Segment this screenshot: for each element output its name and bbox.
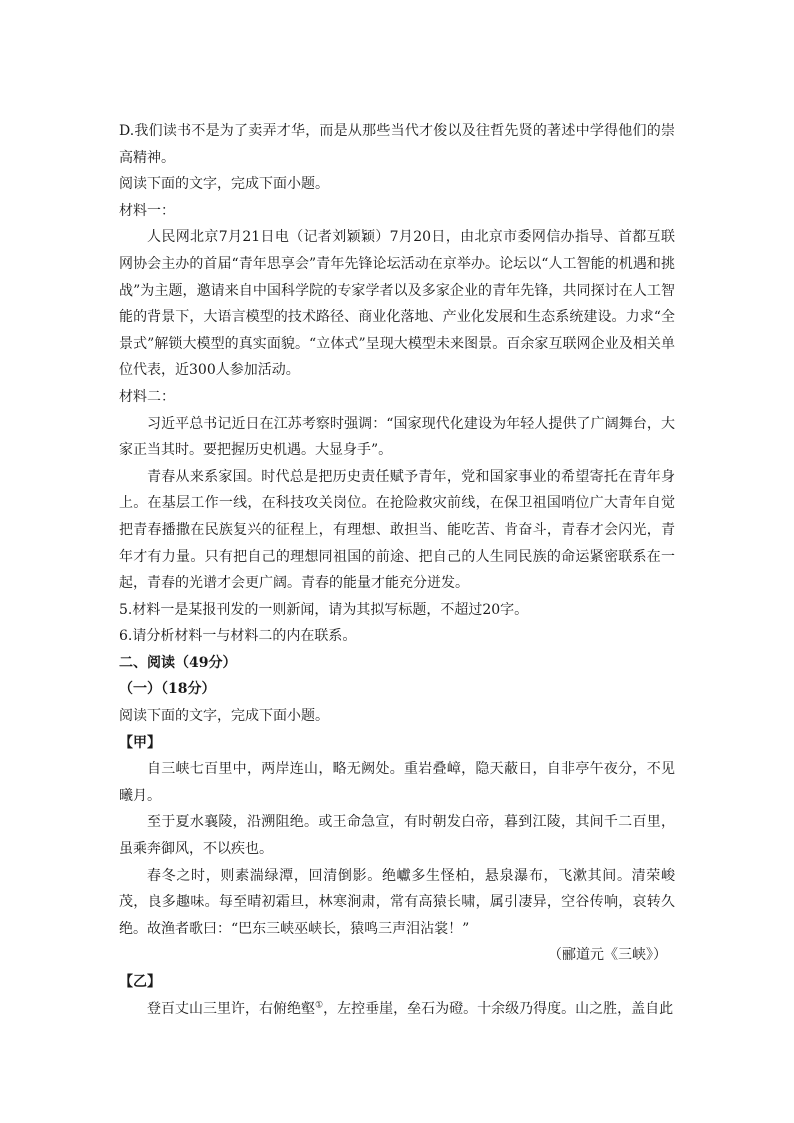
footnote-marker: ① xyxy=(315,999,324,1010)
yi-heading: 【乙】 xyxy=(119,974,161,990)
subsection-heading: （一）（18分） xyxy=(119,681,216,698)
material-1-paragraph: 人民网北京7月21日电（记者刘颖颖）7月20日，由北京市委网信办指导、首都互联网协会主办的首届“青年思享会”青年先锋论坛活动在京举办。论坛以“人工智能的机遇和挑战”为主题，邀请来自中国科学院的专家学者以及多家企业的青年先锋，共同探讨在人工智能的背景下，大语言模型的技术路径、商业化落地、产业化发展和生态系统建设。力求“全景式”解锁大模型的真实面貌。“立体式”呈现大模型未来图景。百余家互联网企业及相关单位代表，近300人参加活动。 xyxy=(119,229,675,379)
jia-paragraph-3: 春冬之时，则素湍绿潭，回清倒影。绝巘多生怪柏，悬泉瀑布，飞漱其间。清荣峻茂，良多趣味。每至晴初霜旦，林寒涧肃，常有高猿长啸，属引凄异，空谷传响，哀转久绝。故渔者歌曰：“巴东三峡巫峡长，猿鸣三声泪沾裳！” xyxy=(119,867,675,937)
jia-paragraph-1: 自三峡七百里中，两岸连山，略无阙处。重岩叠嶂，隐天蔽日，自非亭午夜分，不见曦月。 xyxy=(119,761,675,804)
yi-text-rest: ，左控垂崖，垒石为磴。十余级乃得度。山之胜，盖自此 xyxy=(323,1000,674,1017)
option-d: D.我们读书不是为了卖弄才华，而是从那些当代才俊以及往哲先贤的著述中学得他们的崇高精神。 xyxy=(119,123,675,166)
yi-paragraph-1 xyxy=(119,996,675,1023)
instruction: 阅读下面的文字，完成下面小题。 xyxy=(119,176,329,193)
yi-text: 登百丈山三里许，右俯绝壑 xyxy=(147,1000,315,1017)
material-2-heading: 材料二： xyxy=(119,388,175,405)
material-2-paragraph-2: 青春从来系家国。时代总是把历史责任赋予青年，党和国家事业的希望寄托在青年身上。在基层工作一线，在科技攻关岗位。在抢险救灾前线，在保卫祖国哨位广大青年自觉把青春播撒在民族复兴的征程上，有理想、敢担当、能吃苦、肯奋斗，青春才会闪光，青年才有力量。只有把自己的理想同祖国的前途、把自己的人生同民族的命运紧密联系在一起，青春的光谱才会更广阔。青春的能量才能充分迸发。 xyxy=(119,468,675,592)
section-heading: 二、阅读（49分） xyxy=(119,654,237,671)
jia-source: （郦道元《三峡》） xyxy=(548,947,667,964)
question-6: 6.请分析材料一与材料二的内在联系。 xyxy=(119,628,357,645)
document-body xyxy=(119,118,675,1022)
question-5: 5.材料一是某报刊发的一则新闻，请为其拟写标题，不超过20字。 xyxy=(119,601,529,618)
material-2-paragraph-1: 习近平总书记近日在江苏考察时强调：“国家现代化建设为年轻人提供了广阔舞台，大家正当其时。要把握历史机遇。大显身手”。 xyxy=(119,415,675,459)
material-1-heading: 材料一： xyxy=(119,202,175,219)
jia-paragraph-2: 至于夏水襄陵，沿溯阻绝。或王命急宣，有时朝发白帝，暮到江陵，其间千二百里，虽乘奔御风，不以疾也。 xyxy=(119,814,675,858)
jia-heading: 【甲】 xyxy=(119,734,161,751)
instruction: 阅读下面的文字，完成下面小题。 xyxy=(119,708,329,725)
